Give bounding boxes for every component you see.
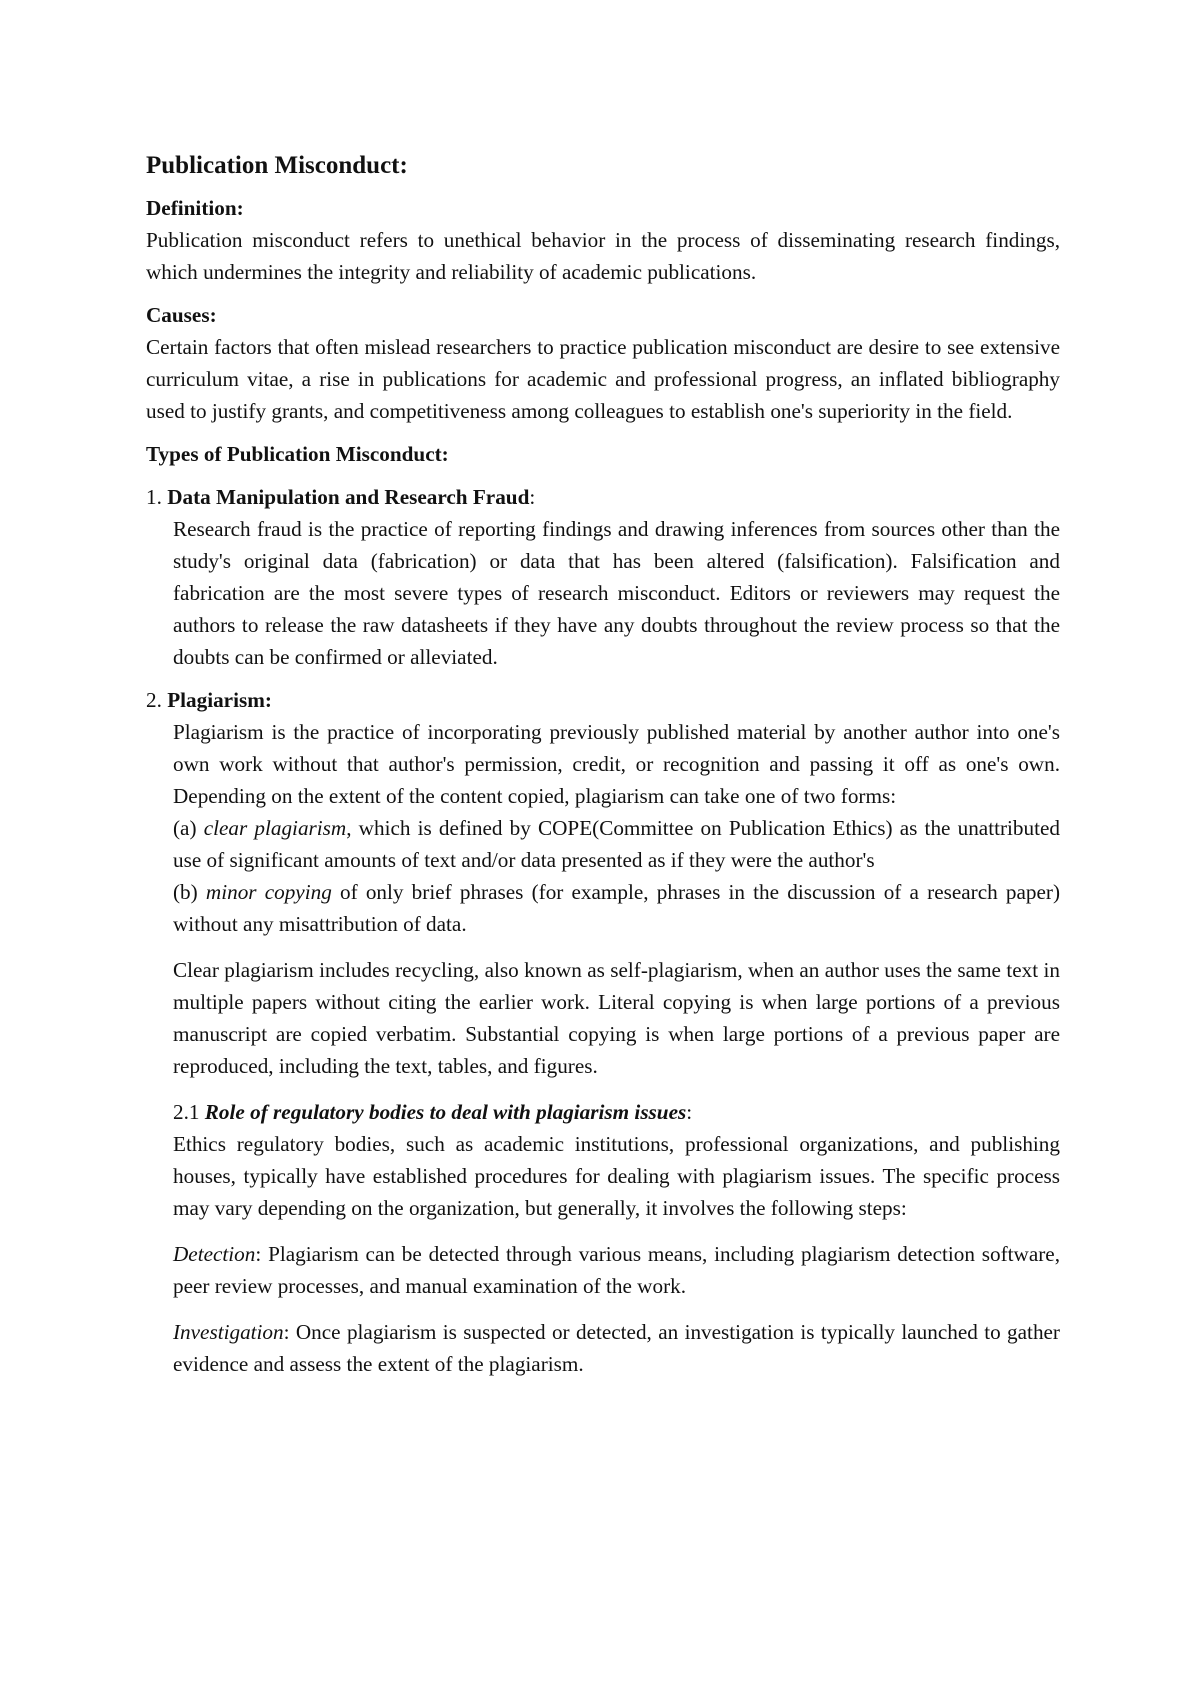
subsection-2-1-text: Ethics regulatory bodies, such as academic institutions, professional organizations, and publishing houses, typically have established procedures for dealing with plagiarism issues. The specific process may vary depending on the organization, but generally, it involves the following steps: bbox=[173, 1132, 1060, 1220]
investigation-step bbox=[173, 1316, 1060, 1380]
subsection-2-1-colon: : bbox=[686, 1100, 693, 1124]
form-b-term: minor copying bbox=[205, 880, 332, 904]
causes-text: Certain factors that often mislead researchers to practice publication misconduct are desire to see extensive curriculum vitae, a rise in publications for academic and professional progress, an inflated bibliography used to justify grants, and competitiveness among colleagues to establish one's superiority in the field. bbox=[146, 335, 1060, 423]
document-page bbox=[146, 150, 1060, 1380]
causes-heading: Causes: bbox=[146, 303, 217, 327]
clear-plagiarism-text: Clear plagiarism includes recycling, also known as self-plagiarism, when an author uses the same text in multiple papers without citing the earlier work. Literal copying is when large portions of a previous manuscript are copied verbatim. Substantial copying is when large portions of a previous paper are reproduced, including the text, tables, and figures. bbox=[173, 958, 1060, 1078]
form-a-label: (a) bbox=[173, 816, 197, 840]
form-a-text: , which is defined by COPE(Committee on Publication Ethics) as the unattributed use of significant amounts of text and/or data presented as if they were the author's bbox=[173, 816, 1060, 872]
investigation-label: Investigation bbox=[173, 1320, 284, 1344]
type-item-1-text: Research fraud is the practice of reporting findings and drawing inferences from sources other than the study's original data (fabrication) or data that has been altered (falsification). Falsification and fabrication are the most severe types of research misconduct. Editors or reviewers may request the authors to release the raw datasheets if they have any doubts throughout the review process so that the doubts can be confirmed or alleviated. bbox=[173, 517, 1060, 669]
type-item-1 bbox=[146, 481, 1060, 673]
detection-label: Detection bbox=[173, 1242, 256, 1266]
detection-step bbox=[173, 1238, 1060, 1302]
form-b-label: (b) bbox=[173, 880, 198, 904]
types-heading: Types of Publication Misconduct: bbox=[146, 442, 449, 466]
detection-text: : Plagiarism can be detected through various means, including plagiarism detection software, peer review processes, and manual examination of the work. bbox=[173, 1242, 1060, 1298]
form-b-text: of only brief phrases (for example, phrases in the discussion of a research paper) without any misattribution of data. bbox=[173, 880, 1060, 936]
type-item-1-title: Data Manipulation and Research Fraud bbox=[167, 485, 530, 509]
plagiarism-form-a bbox=[173, 812, 1060, 876]
investigation-text: : Once plagiarism is suspected or detected, an investigation is typically launched to gather evidence and assess the extent of the plagiarism. bbox=[173, 1320, 1060, 1376]
subsection-2-1-heading bbox=[173, 1096, 1060, 1128]
type-item-1-number: 1. bbox=[146, 485, 162, 509]
plagiarism-intro: Plagiarism is the practice of incorporating previously published material by another author into one's own work without that author's permission, credit, or recognition and passing it off as one's own. Depending on the extent of the content copied, plagiarism can take one of two forms: bbox=[173, 720, 1060, 808]
type-item-2 bbox=[146, 684, 1060, 1380]
type-item-2-heading bbox=[146, 684, 1060, 716]
definition-text: Publication misconduct refers to unethical behavior in the process of disseminating research findings, which undermines the integrity and reliability of academic publications. bbox=[146, 228, 1060, 284]
type-item-1-heading bbox=[146, 481, 1060, 513]
definition-heading: Definition: bbox=[146, 196, 244, 220]
type-item-2-number: 2. bbox=[146, 688, 162, 712]
type-item-2-body bbox=[146, 716, 1060, 1380]
subsection-2-1-title: Role of regulatory bodies to deal with plagiarism issues bbox=[204, 1100, 687, 1124]
page-title: Publication Misconduct: bbox=[146, 152, 408, 179]
plagiarism-form-b bbox=[173, 876, 1060, 940]
form-a-term: clear plagiarism bbox=[203, 816, 347, 840]
type-item-1-colon: : bbox=[529, 485, 536, 509]
subsection-2-1-number: 2.1 bbox=[173, 1100, 200, 1124]
type-item-2-title: Plagiarism: bbox=[167, 688, 272, 712]
